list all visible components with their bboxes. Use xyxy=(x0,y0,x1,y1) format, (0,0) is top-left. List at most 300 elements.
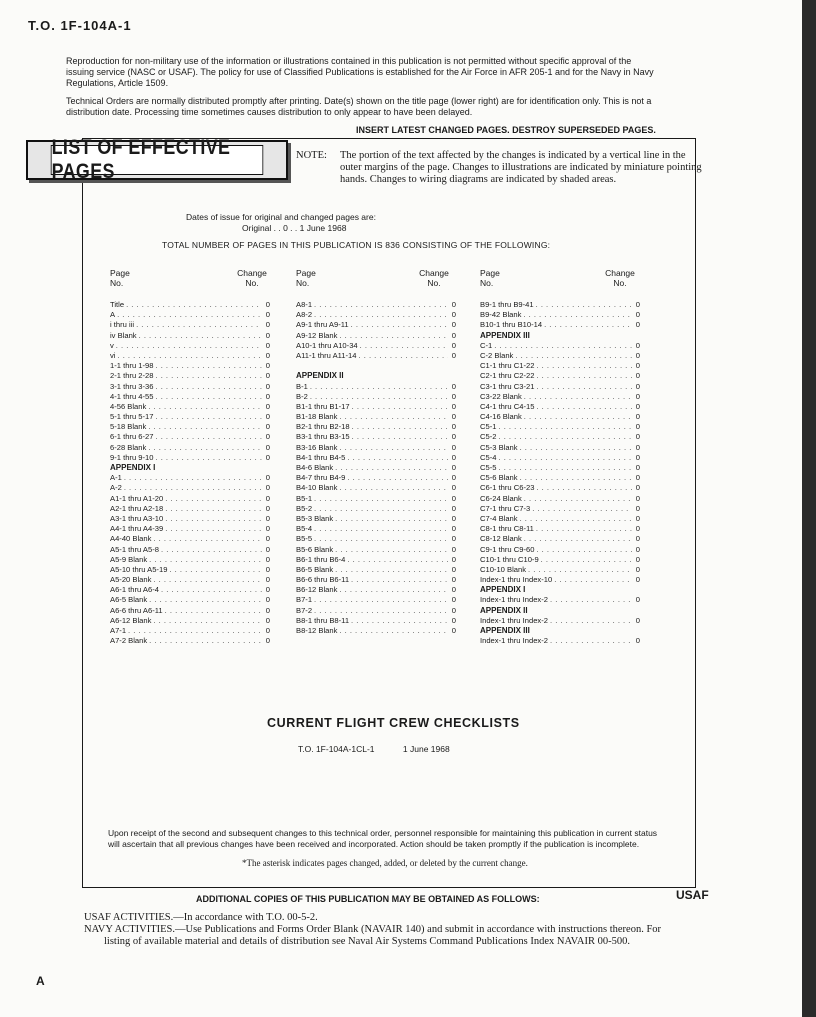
leader-dots xyxy=(151,575,262,585)
page-entry xyxy=(110,616,270,626)
leader-dots xyxy=(522,392,632,402)
page-range: i thru iii xyxy=(110,320,135,330)
page-entry xyxy=(480,432,640,442)
page-entry xyxy=(110,524,270,534)
asterisk-note: *The asterisk indicates pages changed, added, or deleted by the current change. xyxy=(242,858,528,868)
navy-activities: NAVY ACTIVITIES.—Use Publications and Forms Order Blank (NAVAIR 140) and submit in accordance with instructions thereon. For listing of available material and details of distribution see Naval Air Systems Command Publications Index NAVAIR 00-500. xyxy=(84,924,662,947)
change-number: 0 xyxy=(451,442,456,452)
page-entry xyxy=(480,473,640,483)
insert-pages-instruction: INSERT LATEST CHANGED PAGES. DESTROY SUPERSEDED PAGES. xyxy=(356,125,656,135)
page-range: C7-1 thru C7-3 xyxy=(480,503,531,513)
page-entry xyxy=(480,463,640,473)
change-number: 0 xyxy=(451,483,456,493)
change-number: 0 xyxy=(635,493,640,503)
leader-dots xyxy=(496,463,632,473)
change-number: 0 xyxy=(451,615,456,625)
page-range: C5-2 xyxy=(480,432,497,442)
leader-dots xyxy=(153,382,262,392)
page-entry xyxy=(296,606,456,616)
page-range: Index-1 thru Index-2 xyxy=(480,615,548,625)
appendix-heading: APPENDIX III xyxy=(480,330,530,340)
leader-dots xyxy=(146,402,262,412)
page-range: vi xyxy=(110,350,116,360)
distribution-notice: Technical Orders are normally distributed promptly after printing. Date(s) shown on the title page (lower right) are for identification only. This is not a distribution date. Processing time sometimes causes distribution to only appear to have been delayed. xyxy=(66,96,652,117)
column-header-3 xyxy=(480,268,635,288)
change-number: 0 xyxy=(635,503,640,513)
page-range: C4-16 Blank xyxy=(480,412,522,422)
page-entry xyxy=(296,555,456,565)
header-no: No. xyxy=(296,278,310,288)
usaf-label: USAF xyxy=(676,888,709,902)
change-number: 0 xyxy=(265,503,270,513)
leader-dots xyxy=(337,412,448,422)
change-number: 0 xyxy=(265,595,270,605)
leader-dots xyxy=(552,575,632,585)
leader-dots xyxy=(337,331,448,341)
change-number: 0 xyxy=(451,595,456,605)
page-entry xyxy=(296,422,456,432)
change-number: 0 xyxy=(451,513,456,523)
page-entry xyxy=(110,402,270,412)
page-edge xyxy=(802,0,816,1017)
reproduction-notice: Reproduction for non-military use of the information or illustrations contained in this publication is not permitted without specific approval of the issuing service (NASC or USAF). The policy for use of Classified Publications is established for the Air Force in AFR 205-1 and for the Navy in Navy Regulations, Article 1509. xyxy=(66,56,654,88)
page-entry xyxy=(480,555,640,565)
change-number: 0 xyxy=(265,564,270,574)
page-range: B5-4 xyxy=(296,524,313,534)
leader-dots xyxy=(534,545,632,555)
ordering-activities xyxy=(84,912,684,948)
page-range: C-1 xyxy=(480,340,493,350)
page-range: 3-1 thru 3-36 xyxy=(110,381,154,391)
header-no: No. xyxy=(480,278,494,288)
change-number: 0 xyxy=(265,401,270,411)
leader-dots xyxy=(492,341,632,351)
page-entry xyxy=(296,473,456,483)
change-number: 0 xyxy=(451,554,456,564)
page-entry xyxy=(296,616,456,626)
page-entry xyxy=(110,514,270,524)
leader-dots xyxy=(345,473,448,483)
page-entry xyxy=(110,626,270,636)
page-entry xyxy=(110,545,270,555)
leader-dots xyxy=(163,524,262,534)
page-entry xyxy=(296,595,456,605)
change-number: 0 xyxy=(635,463,640,472)
change-number: 0 xyxy=(451,585,456,595)
change-number: 0 xyxy=(265,513,270,523)
page-range: C6-1 thru C6-23 xyxy=(480,483,535,493)
page-range: B5-3 Blank xyxy=(296,513,334,523)
change-number: 0 xyxy=(265,391,270,401)
leader-dots xyxy=(337,626,448,636)
page-entry xyxy=(296,575,456,585)
page-entry xyxy=(480,422,640,432)
change-number: 0 xyxy=(635,595,640,605)
page-range: B4-1 thru B4-5 xyxy=(296,452,346,462)
page-range: A5-1 thru A5-8 xyxy=(110,544,159,554)
checklist-date: 1 June 1968 xyxy=(402,744,450,754)
leader-dots xyxy=(312,524,448,534)
leader-dots xyxy=(147,595,262,605)
dates-label: Dates of issue for original and changed pages are: xyxy=(186,212,376,222)
leader-dots xyxy=(534,361,632,371)
leader-dots xyxy=(349,575,448,585)
page-range: B7-2 xyxy=(296,605,313,615)
page-entry xyxy=(296,626,456,636)
leader-dots xyxy=(548,595,632,605)
page-range: B6-1 thru B6-4 xyxy=(296,554,346,564)
page-entry xyxy=(480,494,640,504)
page-entry xyxy=(480,453,640,463)
page-range: B1-18 Blank xyxy=(296,412,338,422)
leader-dots xyxy=(333,565,448,575)
leader-dots xyxy=(333,545,448,555)
change-number: 0 xyxy=(635,564,640,574)
header-change-label: Change xyxy=(605,268,635,278)
leader-dots xyxy=(333,514,448,524)
page-range: B6-12 Blank xyxy=(296,585,338,595)
leader-dots xyxy=(167,565,262,575)
leader-dots xyxy=(153,392,262,402)
header-page: Page xyxy=(480,268,500,278)
change-number: 0 xyxy=(635,534,640,544)
note-label: NOTE: xyxy=(296,150,327,161)
page-range: C5-6 Blank xyxy=(480,473,518,483)
change-number: 0 xyxy=(635,473,640,483)
page-entry xyxy=(296,351,456,361)
page-entry xyxy=(480,534,640,544)
leader-dots xyxy=(114,341,262,351)
page-range: 9-1 thru 9-10 xyxy=(110,452,154,462)
leader-dots xyxy=(312,310,448,320)
page-range: A5-20 Blank xyxy=(110,575,152,585)
leader-dots xyxy=(522,494,632,504)
page-entry xyxy=(296,392,456,402)
page-range: A3-1 thru A3-10 xyxy=(110,513,164,523)
leader-dots xyxy=(349,616,448,626)
page-range: A4-1 thru A4-39 xyxy=(110,524,164,534)
page-entry xyxy=(480,371,640,381)
change-number: 0 xyxy=(635,401,640,411)
page-range: A-2 xyxy=(110,483,122,493)
page-entry xyxy=(110,361,270,371)
page-entry xyxy=(296,320,456,330)
leader-dots xyxy=(146,443,262,453)
leader-dots xyxy=(350,432,448,442)
page-entry xyxy=(480,320,640,330)
page-range: B5-5 xyxy=(296,534,313,544)
leader-dots xyxy=(534,524,632,534)
page-range: iv Blank xyxy=(110,330,137,340)
change-number: 0 xyxy=(265,330,270,340)
page-entry xyxy=(480,636,640,646)
page-entry xyxy=(110,412,270,422)
header-change-no: No. xyxy=(427,278,441,288)
leader-dots xyxy=(115,310,262,320)
change-number: 0 xyxy=(451,473,456,483)
page-entry xyxy=(110,341,270,351)
list-spacer xyxy=(296,361,456,371)
leader-dots xyxy=(163,606,262,616)
page-range: 6-1 thru 6-27 xyxy=(110,432,154,442)
page-range: A8-1 xyxy=(296,300,313,309)
leader-dots xyxy=(337,483,448,493)
page-range: B6-6 thru B6-11 xyxy=(296,575,350,585)
change-number: 0 xyxy=(451,422,456,432)
leader-dots xyxy=(548,616,632,626)
change-number: 0 xyxy=(265,575,270,585)
change-number: 0 xyxy=(451,493,456,503)
change-number: 0 xyxy=(635,554,640,564)
page-range: A10-1 thru A10-34 xyxy=(296,340,358,350)
page-range: 6-28 Blank xyxy=(110,442,147,452)
page-range: A xyxy=(110,310,116,320)
page-range: A2-1 thru A2-18 xyxy=(110,503,164,513)
change-number: 0 xyxy=(451,310,456,320)
page-range: A6-1 thru A6-4 xyxy=(110,585,159,595)
page-range: 2-1 thru 2-28 xyxy=(110,371,154,381)
change-number: 0 xyxy=(635,310,640,320)
page-entry xyxy=(296,494,456,504)
change-number: 0 xyxy=(265,320,270,330)
page-entry xyxy=(110,483,270,493)
page-entry xyxy=(480,361,640,371)
leader-dots xyxy=(153,361,262,371)
page-list-column-3 xyxy=(480,300,640,646)
change-number: 0 xyxy=(265,544,270,554)
header-change xyxy=(232,268,272,288)
appendix-heading: APPENDIX II xyxy=(296,371,344,381)
leader-dots xyxy=(350,422,448,432)
leader-dots xyxy=(153,432,262,442)
leader-dots xyxy=(147,555,262,565)
page-entry xyxy=(110,555,270,565)
change-number: 0 xyxy=(265,452,270,462)
page-range: A9-1 thru A9-11 xyxy=(296,320,349,330)
change-number: 0 xyxy=(635,340,640,350)
page-entry xyxy=(296,412,456,422)
leader-dots xyxy=(312,300,448,310)
header-change-no: No. xyxy=(245,278,259,288)
page-range: Index-1 thru Index-2 xyxy=(480,636,548,646)
change-number: 0 xyxy=(635,350,640,360)
page-range: C10-1 thru C10-9 xyxy=(480,554,539,564)
page-entry xyxy=(480,341,640,351)
page-range: C6-24 Blank xyxy=(480,493,522,503)
change-number: 0 xyxy=(635,422,640,432)
page-range: C5-3 Blank xyxy=(480,442,518,452)
title-box xyxy=(26,136,288,183)
header-change-label: Change xyxy=(237,268,267,278)
leader-dots xyxy=(126,626,262,636)
page-entry xyxy=(110,585,270,595)
leader-dots xyxy=(122,473,262,483)
page-range: C1-1 thru C1-22 xyxy=(480,361,535,371)
appendix-heading: APPENDIX II xyxy=(480,605,528,615)
page-range: B9-1 thru B9-41 xyxy=(480,300,534,309)
page-entry xyxy=(296,514,456,524)
page-entry xyxy=(296,331,456,341)
page-entry xyxy=(110,494,270,504)
leader-dots xyxy=(151,616,262,626)
leader-dots xyxy=(337,585,448,595)
page-entry xyxy=(110,382,270,392)
change-number: 0 xyxy=(451,300,456,309)
appendix-heading: APPENDIX III xyxy=(480,626,530,635)
page-range: B5-6 Blank xyxy=(296,544,334,554)
change-number: 0 xyxy=(265,626,270,635)
leader-dots xyxy=(151,534,262,544)
header-change-label: Change xyxy=(419,268,449,278)
change-number: 0 xyxy=(451,564,456,574)
page-range: A7-2 Blank xyxy=(110,636,148,646)
leader-dots xyxy=(146,422,262,432)
page-entry xyxy=(110,320,270,330)
leader-dots xyxy=(159,545,262,555)
page-entry xyxy=(480,565,640,575)
page-range: C8-1 thru C8-11 xyxy=(480,524,534,534)
page-range: C-2 Blank xyxy=(480,350,514,360)
page-entry xyxy=(296,463,456,473)
change-number: 0 xyxy=(265,605,270,615)
page-entry xyxy=(480,392,640,402)
change-number: 0 xyxy=(451,534,456,544)
leader-dots xyxy=(357,351,448,361)
page-entry xyxy=(110,392,270,402)
leader-dots xyxy=(534,402,632,412)
page-entry xyxy=(296,504,456,514)
change-number: 0 xyxy=(265,636,270,646)
page-entry xyxy=(296,545,456,555)
page-entry xyxy=(110,595,270,605)
leader-dots xyxy=(518,473,632,483)
leader-dots xyxy=(521,310,632,320)
change-number: 0 xyxy=(451,412,456,422)
page-range: 4-56 Blank xyxy=(110,401,147,411)
column-header-2 xyxy=(296,268,449,288)
page-entry xyxy=(480,402,640,412)
page-entry xyxy=(480,351,640,361)
leader-dots xyxy=(350,402,448,412)
page-entry xyxy=(110,300,270,310)
change-number: 0 xyxy=(451,626,456,635)
leader-dots xyxy=(308,382,448,392)
change-number: 0 xyxy=(635,371,640,381)
change-number: 0 xyxy=(635,432,640,442)
change-number: 0 xyxy=(451,544,456,554)
change-number: 0 xyxy=(265,615,270,625)
page-entry xyxy=(480,575,640,585)
leader-dots xyxy=(312,494,448,504)
change-number: 0 xyxy=(451,330,456,340)
technical-order-number: T.O. 1F-104A-1 xyxy=(28,18,132,33)
page-entry xyxy=(296,534,456,544)
page-range: A8-2 xyxy=(296,310,313,320)
page-entry xyxy=(296,524,456,534)
page-range: C10-10 Blank xyxy=(480,564,527,574)
note-text: The portion of the text affected by the changes is indicated by a vertical line in the outer margins of the page. Changes to illustrations are indicated by miniature pointing hands. Changes to wiring diagrams are indicated by shaded areas. xyxy=(340,150,702,185)
page-entry xyxy=(110,473,270,483)
page-entry xyxy=(296,432,456,442)
change-number: 0 xyxy=(635,483,640,493)
page-entry xyxy=(110,331,270,341)
header-page: Page xyxy=(110,268,130,278)
change-number: 0 xyxy=(451,605,456,615)
header-no: No. xyxy=(110,278,124,288)
leader-dots xyxy=(308,392,448,402)
page-entry xyxy=(296,300,456,310)
change-number: 0 xyxy=(265,524,270,534)
leader-dots xyxy=(530,504,632,514)
page-range: C4-1 thru C4-15 xyxy=(480,401,535,411)
change-number: 0 xyxy=(635,575,640,585)
change-number: 0 xyxy=(265,442,270,452)
change-number: 0 xyxy=(265,585,270,595)
page-entry xyxy=(110,351,270,361)
page-range: C2-1 thru C2-22 xyxy=(480,371,535,381)
total-pages-statement: TOTAL NUMBER OF PAGES IN THIS PUBLICATION IS 836 CONSISTING OF THE FOLLOWING: xyxy=(162,240,551,250)
change-number: 0 xyxy=(451,432,456,442)
change-number: 0 xyxy=(265,350,270,360)
page-range: A6-6 thru A6-11 xyxy=(110,605,163,615)
page-entry xyxy=(296,310,456,320)
change-number: 0 xyxy=(265,412,270,422)
page-list-column-2 xyxy=(296,300,456,636)
page-range: A1-1 thru A1-20 xyxy=(110,493,164,503)
page-entry xyxy=(110,534,270,544)
change-number: 0 xyxy=(451,452,456,462)
page-range: C3-1 thru C3-21 xyxy=(480,381,535,391)
page-range: B7-1 xyxy=(296,595,313,605)
leader-dots xyxy=(137,331,262,341)
page-range: Index-1 thru Index-2 xyxy=(480,595,548,605)
page-entry xyxy=(296,453,456,463)
page-range: C5-4 xyxy=(480,452,497,462)
page-entry xyxy=(296,585,456,595)
page-entry xyxy=(296,382,456,392)
page-entry xyxy=(480,504,640,514)
change-number: 0 xyxy=(451,401,456,411)
usaf-activities: USAF ACTIVITIES.—In accordance with T.O. 00-5-2. xyxy=(84,912,318,923)
leader-dots xyxy=(312,534,448,544)
page-range: C5-1 xyxy=(480,422,497,432)
page-range: A5-10 thru A5-19 xyxy=(110,564,168,574)
page-range: B4-10 Blank xyxy=(296,483,338,493)
leader-dots xyxy=(518,443,632,453)
leader-dots xyxy=(496,422,632,432)
page-range: C8-12 Blank xyxy=(480,534,522,544)
page-entry xyxy=(110,504,270,514)
page-range: 5-18 Blank xyxy=(110,422,147,432)
page-range: B4-7 thru B4-9 xyxy=(296,473,346,483)
appendix-heading: APPENDIX I xyxy=(480,585,526,595)
header-change xyxy=(600,268,640,288)
change-number: 0 xyxy=(451,503,456,513)
leader-dots xyxy=(312,606,448,616)
page-range: B6-5 Blank xyxy=(296,564,334,574)
leader-dots xyxy=(345,453,448,463)
leader-dots xyxy=(518,514,632,524)
page-entry xyxy=(296,402,456,412)
change-number: 0 xyxy=(635,381,640,391)
header-page: Page xyxy=(296,268,316,278)
page-range: A7-1 xyxy=(110,626,127,635)
change-number: 0 xyxy=(265,534,270,544)
page-entry xyxy=(110,636,270,646)
page-range: B-2 xyxy=(296,391,308,401)
leader-dots xyxy=(163,514,262,524)
page-range: A-1 xyxy=(110,473,122,483)
